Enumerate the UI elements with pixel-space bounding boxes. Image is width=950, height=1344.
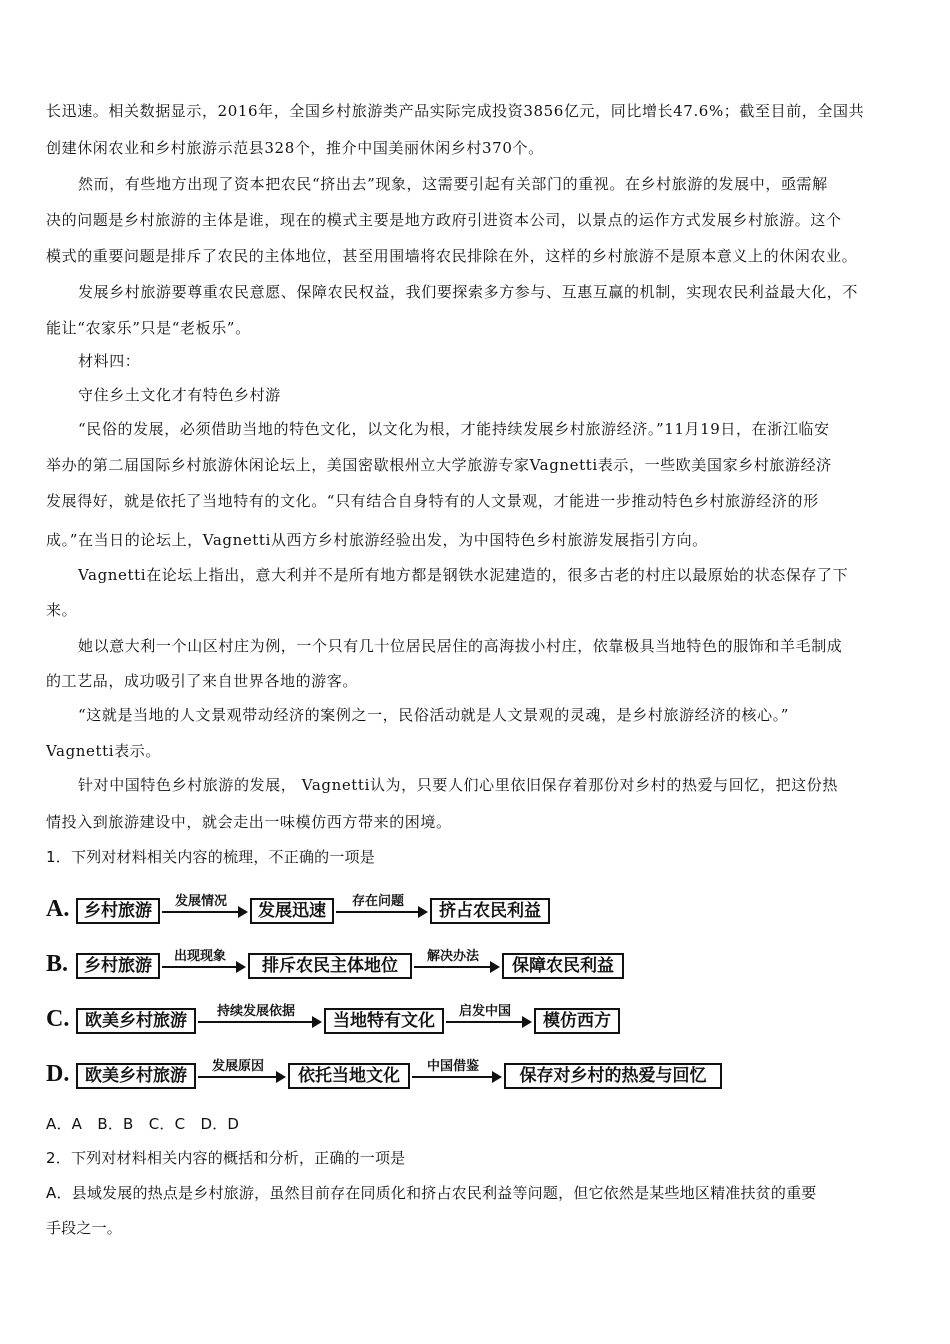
flow-box: 发展迅速	[250, 898, 334, 924]
passage-line: 举办的第二届国际乡村旅游休闲论坛上，美国密歇根州立大学旅游专家Vagnetti表示，一些欧美国家乡村旅游经济	[46, 456, 832, 474]
passage-line: 长迅速。相关数据显示，2016年，全国乡村旅游类产品实际完成投资3856亿元，同比增长47.6%；截至目前，全国共	[46, 102, 865, 120]
arrow-label: 解决办法	[426, 949, 479, 964]
arrow-label: 持续发展依据	[216, 1004, 295, 1019]
passage-line: 能让“农家乐”只是“老板乐”。	[46, 319, 251, 337]
flow-box: 保障农民利益	[502, 953, 624, 979]
question-2-stem: 2．下列对材料相关内容的概括和分析，正确的一项是	[46, 1149, 406, 1167]
passage-line: “这就是当地的人文景观带动经济的案例之一，民俗活动就是人文景观的灵魂，是乡村旅游经济的核心。”	[78, 706, 790, 724]
flow-arrow	[414, 949, 500, 983]
arrow-label: 中国借鉴	[426, 1059, 479, 1074]
flow-box: 欧美乡村旅游	[76, 1063, 196, 1089]
arrow-label: 发展原因	[211, 1059, 264, 1074]
option-letter: D.	[46, 1061, 70, 1087]
passage-line: 来。	[46, 601, 78, 619]
passage-line: “民俗的发展，必须借助当地的特色文化，以文化为根，才能持续发展乡村旅游经济。”11月19日，在浙江临安	[78, 420, 830, 438]
option-letter: A.	[46, 896, 70, 922]
flow-box: 排斥农民主体地位	[248, 953, 412, 979]
flow-box: 当地特有文化	[324, 1008, 444, 1034]
flow-box: 挤占农民利益	[430, 898, 550, 924]
article-title: 守住乡土文化才有特色乡村游	[78, 386, 281, 404]
material-heading: 材料四：	[78, 352, 141, 370]
option-letter: B.	[46, 951, 69, 977]
question-2-option-a[interactable]: A．县域发展的热点是乡村旅游，虽然目前存在同质化和挤占农民利益等问题，但它依然是某些地区精准扶贫的重要	[46, 1184, 817, 1202]
passage-line: 创建休闲农业和乡村旅游示范县328个，推介中国美丽休闲乡村370个。	[46, 139, 544, 157]
flow-box: 乡村旅游	[76, 898, 160, 924]
passage-line: 针对中国特色乡村旅游的发展， Vagnetti认为，只要人们心里依旧保存着那份对乡村的热爱与回忆，把这份热	[78, 776, 838, 794]
flow-arrow	[336, 894, 428, 928]
question-1-stem: 1．下列对材料相关内容的梳理，不正确的一项是	[46, 848, 375, 866]
flow-arrow	[446, 1004, 532, 1038]
arrow-label: 启发中国	[458, 1004, 511, 1019]
passage-line: 的工艺品，成功吸引了来自世界各地的游客。	[46, 672, 359, 690]
passage-line: 发展乡村旅游要尊重农民意愿、保障农民权益，我们要探索多方参与、互惠互赢的机制，实现农民利益最大化，不	[78, 283, 859, 301]
flow-arrow	[412, 1059, 502, 1093]
passage-line: 决的问题是乡村旅游的主体是谁，现在的模式主要是地方政府引进资本公司，以景点的运作方式发展乡村旅游。这个	[46, 211, 842, 229]
arrow-label: 出现现象	[173, 949, 226, 964]
option-letter: C.	[46, 1006, 70, 1032]
question-2-option-a-cont: 手段之一。	[46, 1219, 123, 1237]
flow-box: 欧美乡村旅游	[76, 1008, 196, 1034]
flow-box: 模仿西方	[534, 1008, 620, 1034]
flow-box: 保存对乡村的热爱与回忆	[504, 1063, 722, 1089]
passage-line: Vagnetti在论坛上指出，意大利并不是所有地方都是钢铁水泥建造的，很多古老的村庄以最原始的状态保存了下	[78, 566, 849, 584]
passage-line: 她以意大利一个山区村庄为例，一个只有几十位居民居住的高海拔小村庄，依靠极具当地特色的服饰和羊毛制成	[78, 637, 843, 655]
passage-line: 然而，有些地方出现了资本把农民“挤出去”现象，这需要引起有关部门的重视。在乡村旅游的发展中，亟需解	[78, 175, 828, 193]
flow-arrow	[198, 1004, 322, 1038]
flow-box: 依托当地文化	[288, 1063, 410, 1089]
passage-line: 发展得好，就是依托了当地特有的文化。“只有结合自身特有的人文景观，才能进一步推动特色乡村旅游经济的形	[46, 492, 819, 510]
flow-arrow	[162, 894, 248, 928]
flow-arrow	[198, 1059, 286, 1093]
passage-line: 成。”在当日的论坛上，Vagnetti从西方乡村旅游经验出发，为中国特色乡村旅游发展指引方向。	[46, 531, 708, 549]
question-1-choices[interactable]: A．A B．B C．C D．D	[46, 1115, 240, 1133]
flow-arrow	[162, 949, 246, 983]
passage-line: 情投入到旅游建设中，就会走出一味模仿西方带来的困境。	[46, 813, 452, 831]
arrow-label: 存在问题	[351, 894, 404, 909]
arrow-label: 发展情况	[174, 894, 227, 909]
flow-box: 乡村旅游	[76, 953, 160, 979]
passage-line: Vagnetti表示。	[46, 742, 161, 760]
passage-line: 模式的重要问题是排斥了农民的主体地位，甚至用围墙将农民排除在外，这样的乡村旅游不是原本意义上的休闲农业。	[46, 247, 858, 265]
